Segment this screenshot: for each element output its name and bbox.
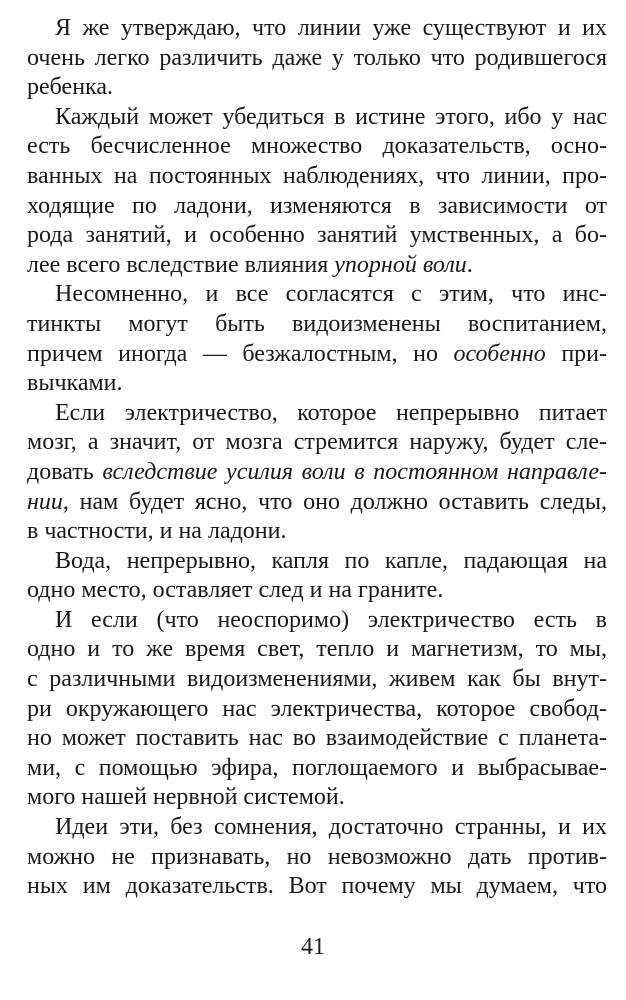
text-run: ри окружающего нас электричества, которое свобод- <box>27 695 607 722</box>
text-run: Каждый может убедиться в истине этого, ибо у нас <box>55 103 607 130</box>
text-run: есть бесчисленное множество доказательств, осно- <box>27 133 607 160</box>
text-line <box>27 310 607 340</box>
text-line <box>27 517 607 547</box>
body-text <box>27 14 607 902</box>
text-run: причем иногда — безжалостным, но <box>27 340 454 367</box>
text-line <box>27 606 607 636</box>
text-line <box>27 783 607 813</box>
text-line <box>27 754 607 784</box>
text-line <box>27 132 607 162</box>
text-run: И если (что неоспоримо) электричество есть в <box>55 606 607 633</box>
text-run: можно не признавать, но невозможно дать против- <box>27 843 607 870</box>
text-run: ребенка. <box>27 74 113 101</box>
text-line <box>27 44 607 74</box>
text-line <box>27 399 607 429</box>
text-line <box>27 162 607 192</box>
text-line <box>27 192 607 222</box>
italic-text: особенно <box>453 340 546 367</box>
text-line <box>27 221 607 251</box>
text-line <box>27 73 607 103</box>
text-run: вычками. <box>27 370 123 397</box>
text-run: . <box>466 251 473 278</box>
text-line <box>27 665 607 695</box>
paragraph <box>27 14 607 103</box>
text-line <box>27 103 607 133</box>
paragraph <box>27 606 607 813</box>
text-run: довать <box>27 458 103 485</box>
text-run: но может поставить нас во взаимодействие с планета- <box>27 725 607 752</box>
text-run: при- <box>545 340 607 367</box>
text-line <box>27 280 607 310</box>
text-run: рода занятий, и особенно занятий умственных, а бо- <box>27 222 607 249</box>
text-run: очень легко различить даже у только что родившегося <box>27 44 607 71</box>
text-run: ных им доказательств. Вот почему мы думаем, что <box>27 873 607 900</box>
paragraph <box>27 547 607 606</box>
paragraph <box>27 813 607 902</box>
text-run: в частности, и на ладони. <box>27 518 287 545</box>
italic-text: нии <box>27 488 63 515</box>
text-line <box>27 251 607 281</box>
text-line <box>27 340 607 370</box>
paragraph <box>27 103 607 281</box>
text-run: тинкты могут быть видоизменены воспитанием, <box>27 310 607 337</box>
text-run: с различными видоизменениями, живем как бы внут- <box>27 666 607 693</box>
text-run: , нам будет ясно, что оно должно оставить следы, <box>62 488 607 515</box>
text-line <box>27 458 607 488</box>
text-run: мозг, а значит, от мозга стремится наружу, будет сле- <box>27 429 607 456</box>
text-run: одно место, оставляет след и на граните. <box>27 577 444 604</box>
text-run: Несомненно, и все согласятся с этим, что инс- <box>55 281 607 308</box>
text-line <box>27 843 607 873</box>
text-line <box>27 428 607 458</box>
text-line <box>27 813 607 843</box>
text-run: одно и то же время свет, тепло и магнетизм, то мы, <box>27 636 607 663</box>
text-line <box>27 576 607 606</box>
text-run: мого нашей нервной системой. <box>27 784 345 811</box>
text-run: ходящие по ладони, изменяются в зависимости от <box>27 192 607 219</box>
paragraph <box>27 280 607 398</box>
text-run: Я же утверждаю, что линии уже существуют и их <box>55 15 607 41</box>
paragraph <box>27 399 607 547</box>
text-line <box>27 547 607 577</box>
text-line <box>27 635 607 665</box>
text-run: ми, с помощью эфира, поглощаемого и выбрасывае- <box>27 754 607 781</box>
text-line <box>27 488 607 518</box>
text-run: Если электричество, которое непрерывно питает <box>55 399 607 426</box>
text-line <box>27 14 607 44</box>
italic-text: вследствие усилия воли в постоянном направле- <box>102 458 607 485</box>
page-number: 41 <box>301 934 325 960</box>
text-run: ванных на постоянных наблюдениях, что линии, про- <box>27 162 607 189</box>
text-line <box>27 369 607 399</box>
text-line <box>27 724 607 754</box>
text-line <box>27 872 607 902</box>
text-line <box>27 695 607 725</box>
italic-text: упорной воли <box>334 251 467 278</box>
text-run: Вода, непрерывно, капля по капле, падающая на <box>55 547 607 574</box>
text-run: Идеи эти, без сомнения, достаточно странны, и их <box>55 814 607 841</box>
text-run: лее всего вследствие влияния <box>27 251 335 278</box>
